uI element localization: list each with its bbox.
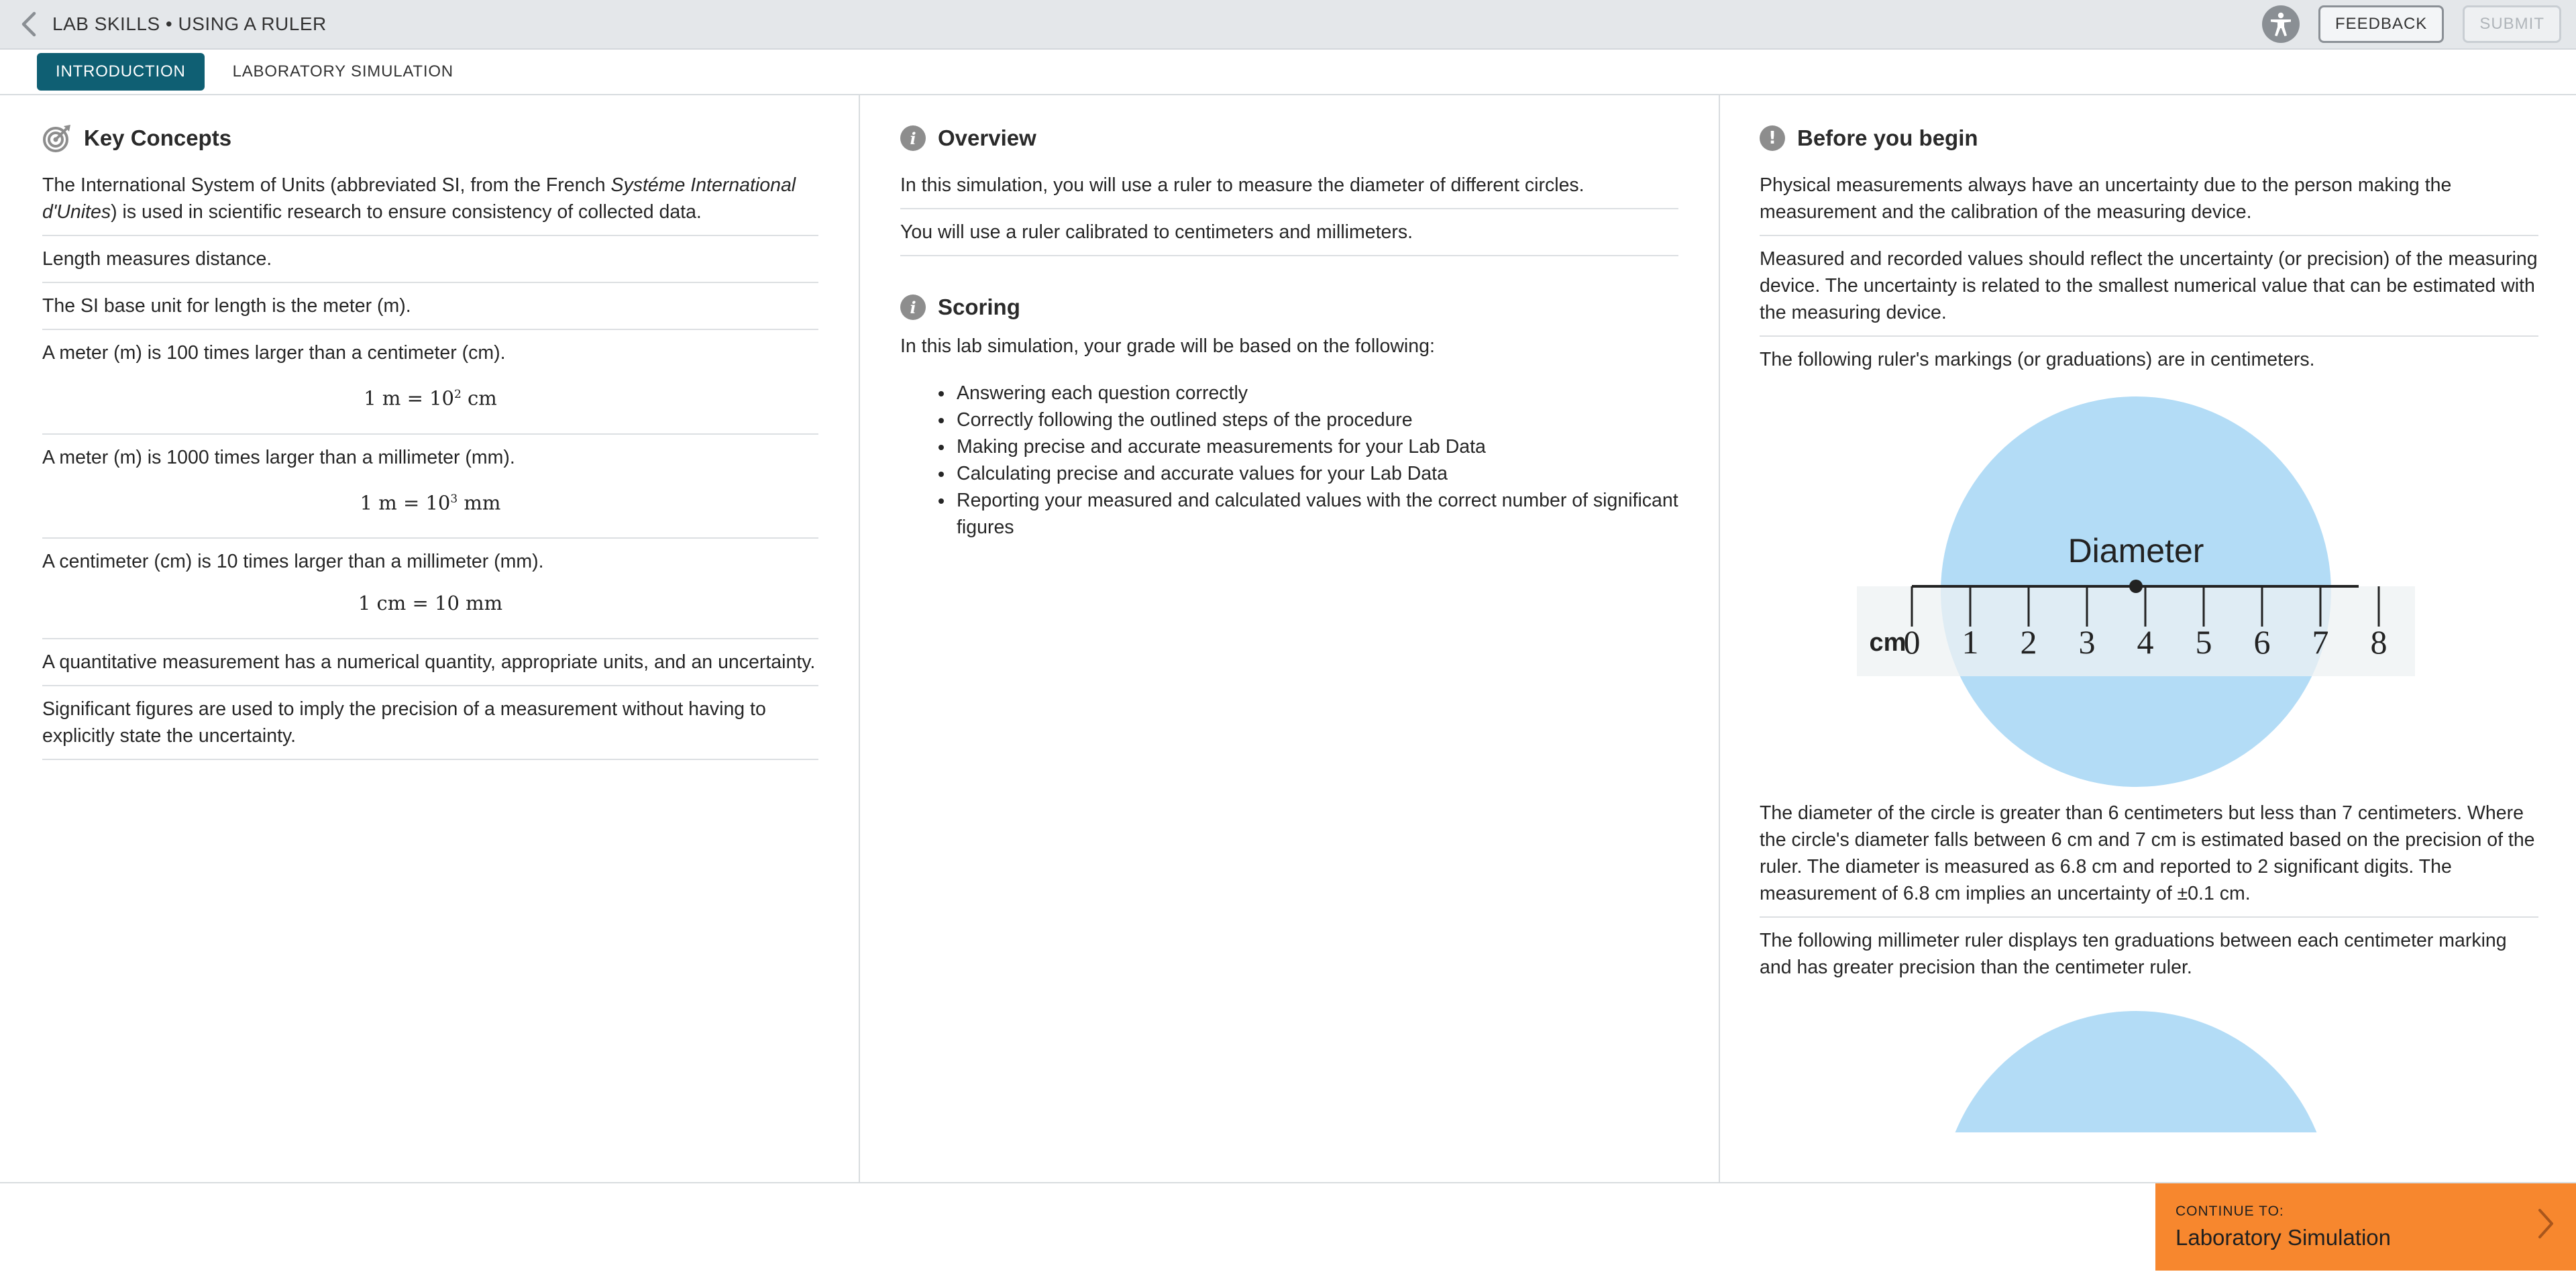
- overview-panel: [860, 95, 1720, 1182]
- equation-exponent: 2: [454, 388, 462, 401]
- centimeter-ruler-diagram: [1854, 390, 2445, 793]
- tick-label: 8: [2370, 623, 2387, 661]
- concept-text: A meter (m) is 100 times larger than a centimeter (cm).: [42, 342, 506, 364]
- ruler-figure: [1760, 390, 2538, 793]
- concept-item: The SI base unit for length is the meter (m).: [42, 283, 818, 330]
- equation-m-mm: [42, 486, 818, 517]
- concept-item-with-equation: [42, 435, 818, 539]
- tick-label: 2: [2020, 623, 2037, 661]
- list-item: • Correctly following the outlined steps of the procedure: [954, 407, 1678, 433]
- back-button[interactable]: [12, 7, 47, 42]
- info-item: The following ruler's markings (or graduations) are in centimeters.: [1760, 349, 2315, 370]
- equation-unit: mm: [458, 491, 501, 515]
- target-icon: [42, 123, 72, 153]
- overview-header: [900, 119, 1678, 157]
- before-you-begin-header: [1760, 119, 2538, 157]
- equation-base: 1 m = 10: [364, 386, 454, 410]
- header-actions: [2262, 5, 2561, 43]
- ruler-unit-label: cm: [1869, 629, 1906, 657]
- key-concepts-title: Key Concepts: [84, 125, 232, 150]
- equation-cm-mm: 1 cm = 10 mm: [358, 592, 503, 615]
- overview-title: Overview: [938, 125, 1036, 150]
- footer-bar: [0, 1182, 2576, 1284]
- tick-label: 7: [2312, 623, 2328, 661]
- list-item: • Making precise and accurate measurements for your Lab Data: [954, 433, 1678, 460]
- info-icon: i: [900, 125, 926, 151]
- si-intro-paragraph: [42, 172, 818, 236]
- continue-button[interactable]: [2155, 1183, 2576, 1271]
- tab-introduction[interactable]: INTRODUCTION: [37, 53, 205, 91]
- accessibility-button[interactable]: [2262, 5, 2300, 43]
- top-bar: [0, 0, 2576, 50]
- concept-item-with-equation: [42, 330, 818, 435]
- accessibility-icon: [2267, 11, 2294, 38]
- concept-item-with-equation: [42, 539, 818, 639]
- info-item: The diameter of the circle is greater than 6 centimeters but less than 7 centimeters. Where the circle's diameter falls between 6 cm and 7 cm is estimated based on the precision of the ruler. The diameter is measured as 6.8 cm and reported to 2 significant digits. The measurement of 6.8 cm implies an uncertainty of ±0.1 cm.: [1760, 800, 2538, 918]
- equation-base: 1 m = 10: [360, 491, 451, 515]
- concept-item: Significant figures are used to imply the precision of a measurement without having to explicitly state the uncertainty.: [42, 686, 818, 760]
- ruler-band: [1857, 586, 2415, 676]
- measured-circle: [1941, 1011, 2331, 1132]
- scoring-title: Scoring: [938, 295, 1020, 319]
- overview-item: You will use a ruler calibrated to centimeters and millimeters.: [900, 209, 1678, 256]
- tick-label: 3: [2078, 623, 2095, 661]
- concept-item: A quantitative measurement has a numerical quantity, appropriate units, and an uncertainty.: [42, 639, 818, 686]
- key-concepts-header: [42, 119, 818, 157]
- app-title: LAB SKILLS • USING A RULER: [52, 13, 327, 34]
- info-item: Physical measurements always have an uncertainty due to the person making the measurement and the calibration of the measuring device.: [1760, 172, 2538, 236]
- concept-text: A meter (m) is 1000 times larger than a millimeter (mm).: [42, 446, 515, 468]
- scoring-header: [900, 288, 1678, 326]
- continue-small-label: CONTINUE TO:: [2176, 1203, 2284, 1219]
- equation-unit: cm: [461, 386, 497, 410]
- list-item: • Calculating precise and accurate values for your Lab Data: [954, 460, 1678, 487]
- si-intro-text: The International System of Units (abbreviated SI, from the French: [42, 174, 611, 196]
- tab-bar: [0, 50, 2576, 95]
- info-item: The following millimeter ruler displays ten graduations between each centimeter marking and has greater precision than the centimeter ruler.: [1760, 930, 2507, 978]
- diameter-label: Diameter: [2068, 532, 2204, 570]
- millimeter-ruler-diagram: [1854, 998, 2445, 1132]
- tick-label: 1: [1962, 623, 1978, 661]
- info-item: Measured and recorded values should reflect the uncertainty (or precision) of the measuring device. The uncertainty is related to the smallest numerical value that can be estimated with the measuring device.: [1760, 236, 2538, 337]
- tick-label: 6: [2253, 623, 2270, 661]
- tick-label: 0: [1903, 623, 1920, 661]
- si-intro-italic: Systéme International d'Unites: [42, 174, 796, 223]
- millimeter-ruler-figure: [1760, 998, 2538, 1132]
- equation-exponent: 3: [450, 492, 458, 506]
- list-item: • Answering each question correctly: [954, 380, 1678, 407]
- content-columns: [0, 95, 2576, 1182]
- scoring-intro: In this lab simulation, your grade will be based on the following:: [900, 335, 1435, 357]
- submit-button[interactable]: SUBMIT: [2463, 5, 2561, 43]
- info-icon: i: [900, 295, 926, 320]
- scoring-list: [954, 380, 1678, 541]
- equation-m-cm: [42, 381, 818, 412]
- overview-item: In this simulation, you will use a ruler to measure the diameter of different circles.: [900, 172, 1678, 209]
- tick-label: 4: [2137, 623, 2153, 661]
- concept-item: Length measures distance.: [42, 236, 818, 283]
- concept-text: A centimeter (cm) is 10 times larger than a millimeter (mm).: [42, 551, 544, 573]
- exclamation-icon: !: [1760, 125, 1785, 151]
- before-you-begin-title: Before you begin: [1797, 125, 1978, 150]
- chevron-right-icon: [2536, 1208, 2556, 1240]
- feedback-button[interactable]: FEEDBACK: [2318, 5, 2444, 43]
- key-concepts-panel: [0, 95, 860, 1182]
- before-you-begin-panel: [1720, 95, 2576, 1182]
- circle-center-dot: [2129, 580, 2143, 593]
- chevron-left-icon: [18, 11, 41, 38]
- continue-destination-label: Laboratory Simulation: [2176, 1225, 2392, 1250]
- tab-laboratory-simulation[interactable]: LABORATORY SIMULATION: [232, 62, 453, 81]
- list-item: • Reporting your measured and calculated values with the correct number of significant figures: [954, 487, 1678, 541]
- si-intro-text-end: ) is used in scientific research to ensure consistency of collected data.: [111, 201, 702, 223]
- tick-label: 5: [2195, 623, 2212, 661]
